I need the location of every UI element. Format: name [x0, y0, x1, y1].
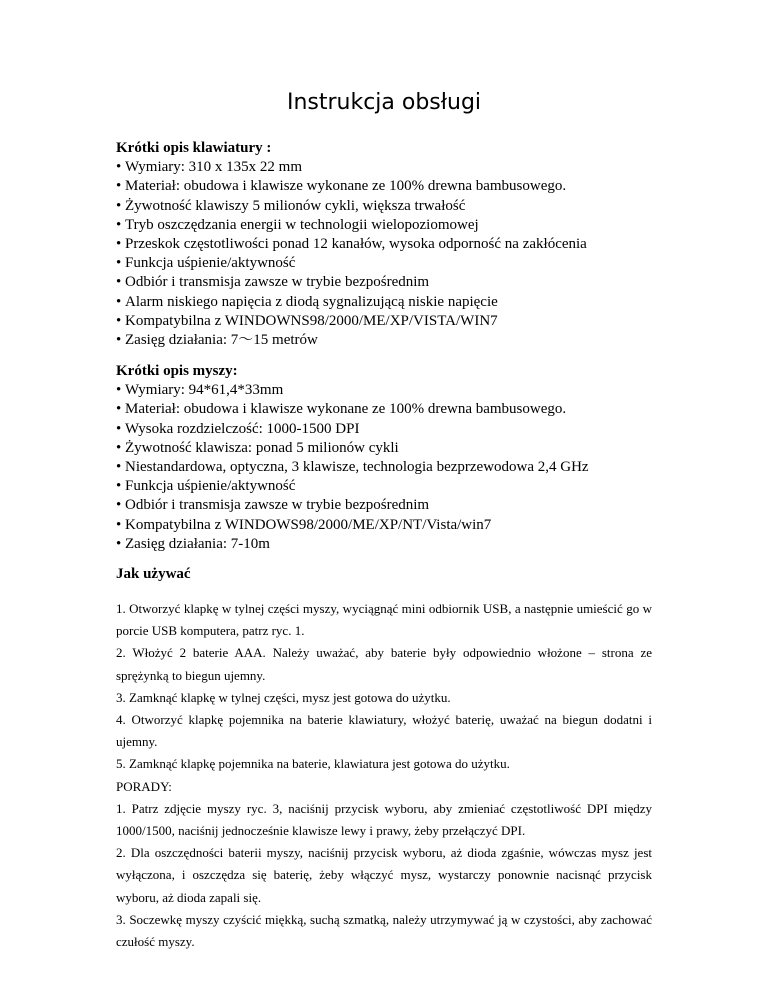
instruction-paragraph: 5. Zamknąć klapkę pojemnika na baterie, klawiatura jest gotowa do użytku. — [116, 756, 510, 772]
list-item — [116, 293, 676, 312]
list-item-text: Zasięg działania: 7-10m — [125, 535, 270, 552]
list-item-text: Żywotność klawiszy 5 milionów cykli, większa trwałość — [125, 197, 466, 214]
list-item — [116, 197, 676, 216]
instruction-paragraph: 3. Zamknąć klapkę w tylnej części, mysz jest gotowa do użytku. — [116, 689, 451, 705]
list-item — [116, 420, 676, 439]
bullet-icon — [116, 236, 125, 252]
list-item — [116, 400, 676, 419]
bullet-icon — [116, 217, 125, 233]
list-item — [116, 458, 676, 477]
list-item — [116, 516, 676, 535]
bullet-icon — [116, 440, 125, 456]
list-item-text: Funkcja uśpienie/aktywność — [125, 478, 296, 495]
list-item — [116, 381, 676, 400]
list-item-text: Żywotność klawisza: ponad 5 milionów cykli — [125, 439, 399, 456]
list-item-text: Odbiór i transmisja zawsze w trybie bezpośrednim — [125, 497, 430, 514]
tip-paragraph: 1. Patrz zdjęcie myszy ryc. 3, naciśnij przycisk wyboru, aby zmieniać częstotliwość DPI między 1000/1500, naciśnij jednocześnie klawisze lewy i prawy, żeby przełączyć DPI. — [116, 800, 652, 839]
bullet-icon — [116, 332, 125, 348]
mouse-spec-list — [116, 381, 676, 554]
list-item-text: Alarm niskiego napięcia z diodą sygnalizującą niskie napięcie — [125, 293, 498, 310]
usage-heading: Jak używać — [116, 566, 191, 582]
list-item — [116, 439, 676, 458]
instruction-paragraph: 1. Otworzyć klapkę w tylnej części myszy, wyciągnąć mini odbiornik USB, a następnie umieścić go w porcie USB komputera, patrz ryc. 1. — [116, 601, 652, 639]
keyboard-section — [116, 139, 676, 350]
list-item — [116, 158, 676, 177]
tip-paragraph: 3. Soczewkę myszy czyścić miękką, suchą szmatką, należy utrzymywać ją w czystości, aby zachować czułość myszy. — [116, 911, 652, 950]
usage-instructions — [116, 598, 652, 953]
bullet-icon — [116, 517, 125, 533]
tip-paragraph: 2. Dla oszczędności baterii myszy, naciśnij przycisk wyboru, aż dioda zgaśnie, wówczas mysz jest wyłączona, i oszczędza się baterię, żeby włączyć mysz, wystarczy ponownie nacisnąć przycisk wyboru, aż dioda zapali się. — [116, 845, 652, 905]
bullet-icon — [116, 198, 125, 214]
list-item-text: Wysoka rozdzielczość: 1000-1500 DPI — [125, 420, 360, 437]
mouse-heading: Krótki opis myszy: — [116, 363, 238, 379]
list-item-text: Niestandardowa, optyczna, 3 klawisze, technologia bezprzewodowa 2,4 GHz — [125, 459, 589, 476]
bullet-icon — [116, 421, 125, 437]
list-item — [116, 331, 676, 350]
usage-section — [116, 565, 676, 584]
list-item — [116, 216, 676, 235]
list-item-text: Materiał: obudowa i klawisze wykonane ze 100% drewna bambusowego. — [125, 401, 567, 418]
list-item-text: Przeskok częstotliwości ponad 12 kanałów, wysoka odporność na zakłócenia — [125, 236, 587, 253]
list-item-text: Wymiary: 310 x 135x 22 mm — [125, 159, 303, 176]
bullet-icon — [116, 313, 125, 329]
list-item-text: Kompatybilna z WINDOWNS98/2000/ME/XP/VISTA/WIN7 — [125, 312, 498, 329]
list-item — [116, 254, 676, 273]
list-item — [116, 273, 676, 292]
keyboard-spec-list — [116, 158, 676, 350]
list-item — [116, 235, 676, 254]
list-item — [116, 535, 676, 554]
list-item-text: Zasięg działania: 7～15 metrów — [125, 332, 318, 349]
bullet-icon — [116, 382, 125, 398]
list-item — [116, 496, 676, 515]
list-item-text: Wymiary: 94*61,4*33mm — [125, 382, 284, 399]
bullet-icon — [116, 401, 125, 417]
instruction-paragraph: 4. Otworzyć klapkę pojemnika na baterie klawiatury, włożyć baterię, uważać na biegun dodatni i ujemny. — [116, 712, 652, 750]
list-item-text: Tryb oszczędzania energii w technologii wielopoziomowej — [125, 216, 479, 233]
bullet-icon — [116, 536, 125, 552]
list-item-text: Materiał: obudowa i klawisze wykonane ze 100% drewna bambusowego. — [125, 178, 567, 195]
mouse-section — [116, 362, 676, 554]
list-item-text: Kompatybilna z WINDOWS98/2000/ME/XP/NT/Vista/win7 — [125, 516, 492, 533]
instruction-paragraph: 2. Włożyć 2 baterie AAA. Należy uważać, aby baterie były odpowiednio włożone – strona ze sprężynką to biegun ujemny. — [116, 645, 652, 683]
bullet-icon — [116, 294, 125, 310]
keyboard-heading: Krótki opis klawiatury : — [116, 140, 272, 156]
bullet-icon — [116, 255, 125, 271]
list-item — [116, 477, 676, 496]
list-item-text: Odbiór i transmisja zawsze w trybie bezpośrednim — [125, 274, 430, 291]
list-item-text: Funkcja uśpienie/aktywność — [125, 255, 296, 272]
bullet-icon — [116, 478, 125, 494]
tips-heading: PORADY: — [116, 778, 172, 794]
bullet-icon — [116, 459, 125, 475]
bullet-icon — [116, 178, 125, 194]
bullet-icon — [116, 159, 125, 175]
page-title: Instrukcja obsługi — [286, 90, 482, 115]
list-item — [116, 312, 676, 331]
bullet-icon — [116, 497, 125, 513]
list-item — [116, 177, 676, 196]
bullet-icon — [116, 274, 125, 290]
